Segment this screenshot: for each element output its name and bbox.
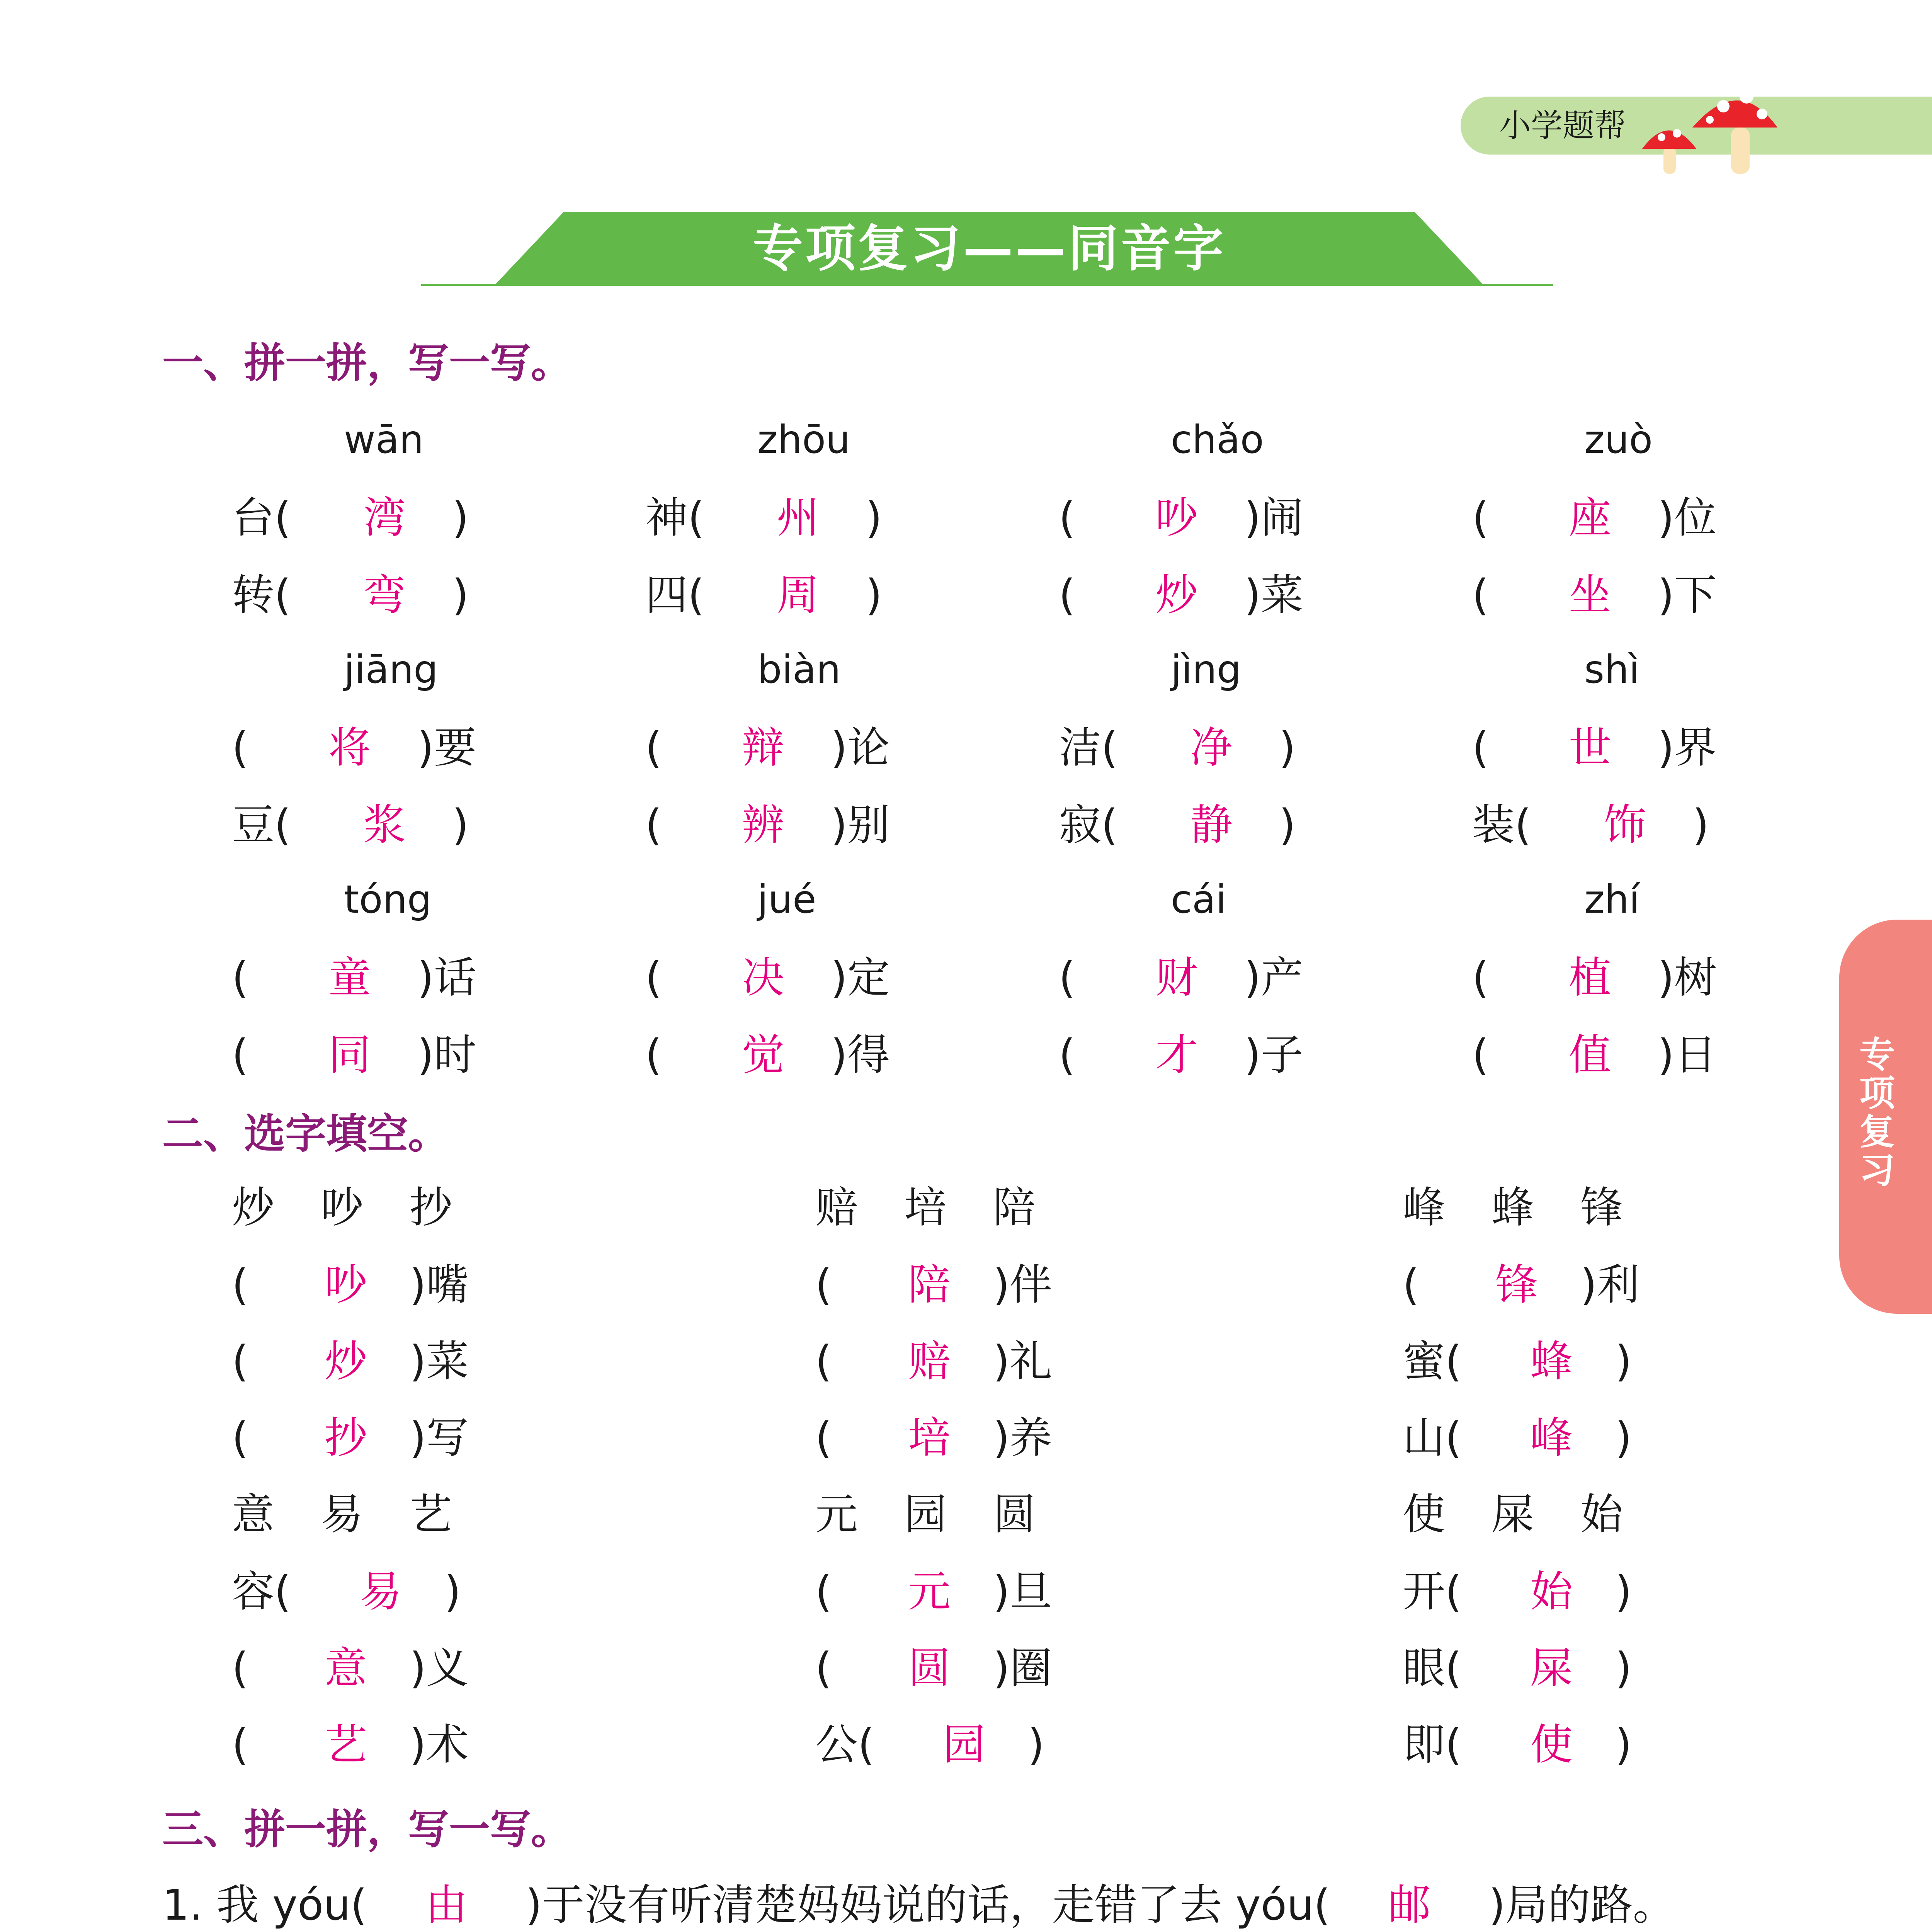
side-tab-label: 专项复习 <box>1859 1034 1895 1191</box>
fill-item-prefix: ( <box>1059 1030 1075 1080</box>
choice-char: 使 <box>1403 1490 1445 1539</box>
fill-item-suffix: ) <box>452 493 469 543</box>
fill-item-prefix: ( <box>1059 493 1075 543</box>
fill-item-answer: 圆 <box>908 1643 951 1693</box>
fill-item-answer: 座 <box>1569 493 1611 543</box>
choice-char: 屎 <box>1492 1490 1534 1539</box>
fill-item-suffix: ) <box>1692 800 1709 850</box>
pinyin-label: jué <box>757 877 816 922</box>
fill-item-suffix: ) <box>444 1567 461 1616</box>
fill-item-prefix: 容( <box>232 1567 291 1616</box>
fill-item-answer: 州 <box>777 493 819 543</box>
choice-char: 园 <box>904 1490 947 1539</box>
fill-item-prefix: ( <box>1472 953 1489 1002</box>
fill-item-answer: 才 <box>1155 1030 1198 1080</box>
fill-item-prefix: 转( <box>232 570 291 620</box>
sentence-text: 1. 我 yóu( <box>162 1880 367 1930</box>
sentence-line <box>162 1880 1675 1930</box>
fill-item-prefix: ( <box>232 1337 248 1386</box>
sentence-text: )于没有听清楚妈妈说的话，走错了去 yóu( <box>525 1880 1330 1930</box>
choice-char: 意 <box>232 1490 274 1539</box>
fill-item-suffix: )界 <box>1658 723 1717 772</box>
pinyin-label: zhí <box>1584 877 1640 922</box>
fill-item-suffix: ) <box>1279 723 1296 772</box>
pinyin-label: zhōu <box>757 417 850 462</box>
answer-text: 邮 <box>1388 1880 1431 1930</box>
fill-item-prefix: ( <box>645 723 662 772</box>
fill-item-prefix: ( <box>232 1030 248 1080</box>
fill-item-suffix: )旦 <box>993 1567 1052 1616</box>
fill-item-answer: 吵 <box>325 1260 367 1310</box>
fill-item-suffix: )产 <box>1244 953 1303 1002</box>
fill-item-suffix: )位 <box>1658 493 1717 543</box>
fill-item-answer: 静 <box>1190 800 1233 850</box>
fill-item-prefix: ( <box>232 953 248 1002</box>
fill-item-suffix: )日 <box>1658 1030 1717 1080</box>
fill-item-suffix: )圈 <box>993 1643 1052 1693</box>
fill-item-answer: 弯 <box>363 570 406 620</box>
fill-item-prefix: 四( <box>645 570 704 620</box>
fill-item-answer: 蜂 <box>1530 1337 1573 1386</box>
fill-item-prefix: 蜜( <box>1403 1337 1462 1386</box>
fill-item-suffix: )时 <box>417 1030 476 1080</box>
choice-char: 艺 <box>410 1490 452 1539</box>
fill-item-suffix: )别 <box>831 800 890 850</box>
fill-item-answer: 坐 <box>1569 570 1611 620</box>
fill-item-prefix: 豆( <box>232 800 291 850</box>
answer-text: 由 <box>425 1880 468 1930</box>
pinyin-label: tóng <box>344 877 432 922</box>
fill-item-suffix: )定 <box>831 953 890 1002</box>
fill-item-suffix: )义 <box>410 1643 469 1693</box>
choice-char: 陪 <box>993 1183 1036 1232</box>
fill-item-suffix: ) <box>1615 1567 1632 1616</box>
fill-item-answer: 峰 <box>1530 1413 1573 1463</box>
fill-item-answer: 炒 <box>325 1337 367 1386</box>
brand-label: 小学题帮 <box>1499 107 1626 144</box>
fill-item-answer: 值 <box>1569 1030 1611 1080</box>
fill-item-answer: 锋 <box>1495 1260 1538 1310</box>
fill-item-prefix: 神( <box>645 493 704 543</box>
fill-item-answer: 抄 <box>325 1413 367 1463</box>
fill-item-suffix: )树 <box>1658 953 1717 1002</box>
fill-item-prefix: 开( <box>1403 1567 1462 1616</box>
fill-item-answer: 赔 <box>908 1337 951 1386</box>
fill-item-answer: 辩 <box>742 723 784 772</box>
fill-item-answer: 始 <box>1530 1567 1573 1616</box>
fill-item-prefix: 眼( <box>1403 1643 1462 1693</box>
fill-item-answer: 炒 <box>1155 570 1198 620</box>
fill-item-answer: 植 <box>1569 953 1611 1002</box>
fill-item-answer: 元 <box>908 1567 951 1616</box>
choice-char: 培 <box>904 1183 947 1232</box>
fill-item-answer: 饰 <box>1604 800 1646 850</box>
sentence-text: )局的路。 <box>1488 1880 1675 1930</box>
fill-item-suffix: )写 <box>410 1413 469 1463</box>
choice-char: 蜂 <box>1492 1183 1534 1232</box>
fill-item-prefix: ( <box>815 1337 832 1386</box>
fill-item-answer: 同 <box>328 1030 371 1080</box>
fill-item-prefix: ( <box>815 1643 832 1693</box>
fill-item-prefix: ( <box>232 723 248 772</box>
fill-item-suffix: )养 <box>993 1413 1052 1463</box>
fill-item-suffix: )术 <box>410 1720 469 1769</box>
fill-item-suffix: ) <box>866 493 882 543</box>
choice-char: 赔 <box>815 1183 858 1232</box>
section2-heading: 二、选字填空。 <box>162 1110 449 1158</box>
fill-item-answer: 决 <box>742 953 784 1002</box>
fill-item-suffix: ) <box>1615 1413 1632 1463</box>
fill-item-suffix: ) <box>866 570 882 620</box>
choice-char: 峰 <box>1403 1183 1445 1232</box>
fill-item-suffix: )利 <box>1580 1260 1639 1310</box>
pinyin-label: wān <box>344 417 424 462</box>
fill-item-suffix: )菜 <box>410 1337 469 1386</box>
fill-item-prefix: ( <box>232 1643 248 1693</box>
pinyin-label: jìng <box>1171 647 1242 692</box>
fill-item-prefix: ( <box>232 1720 248 1769</box>
fill-item-prefix: ( <box>232 1260 248 1310</box>
fill-item-suffix: )话 <box>417 953 476 1002</box>
fill-item-suffix: )嘴 <box>410 1260 469 1310</box>
section3-heading: 三、拼一拼，写一写。 <box>162 1806 572 1853</box>
fill-item-prefix: ( <box>1472 493 1489 543</box>
choice-char: 锋 <box>1580 1183 1623 1232</box>
fill-item-answer: 园 <box>943 1720 985 1769</box>
choice-char: 圆 <box>993 1490 1036 1539</box>
fill-item-suffix: ) <box>1615 1720 1632 1769</box>
fill-item-suffix: )闹 <box>1244 493 1303 543</box>
section1-heading: 一、拼一拼，写一写。 <box>162 339 572 387</box>
fill-item-answer: 屎 <box>1530 1643 1573 1693</box>
fill-item-answer: 童 <box>328 953 371 1002</box>
fill-item-prefix: ( <box>815 1567 832 1616</box>
fill-item-answer: 易 <box>359 1567 402 1616</box>
mushroom-icon <box>1634 70 1781 178</box>
pinyin-label: shì <box>1584 647 1640 692</box>
fill-item-answer: 陪 <box>908 1260 951 1310</box>
fill-item-answer: 使 <box>1530 1720 1573 1769</box>
fill-item-prefix: 寂( <box>1059 800 1118 850</box>
pinyin-label: jiāng <box>344 647 438 692</box>
fill-item-answer: 觉 <box>742 1030 784 1080</box>
fill-item-suffix: )论 <box>831 723 890 772</box>
choice-char: 元 <box>815 1490 858 1539</box>
fill-item-prefix: ( <box>1059 953 1075 1002</box>
fill-item-suffix: )礼 <box>993 1337 1052 1386</box>
fill-item-prefix: ( <box>815 1413 832 1463</box>
fill-item-answer: 浆 <box>363 800 406 850</box>
choice-char: 始 <box>1580 1490 1623 1539</box>
fill-item-prefix: ( <box>1403 1260 1419 1310</box>
fill-item-suffix: )伴 <box>993 1260 1052 1310</box>
fill-item-answer: 培 <box>908 1413 951 1463</box>
fill-item-prefix: ( <box>1472 570 1489 620</box>
fill-item-suffix: )下 <box>1658 570 1717 620</box>
fill-item-suffix: ) <box>1615 1337 1632 1386</box>
fill-item-prefix: ( <box>815 1260 832 1310</box>
fill-item-prefix: 公( <box>815 1720 874 1769</box>
fill-item-answer: 辨 <box>742 800 784 850</box>
fill-item-answer: 财 <box>1155 953 1198 1002</box>
choice-char: 抄 <box>410 1183 452 1232</box>
page-title: 专项复习——同音字 <box>752 219 1226 278</box>
pinyin-label: cái <box>1171 877 1227 922</box>
fill-item-prefix: 洁( <box>1059 723 1118 772</box>
fill-item-suffix: )子 <box>1244 1030 1303 1080</box>
fill-item-prefix: ( <box>232 1413 248 1463</box>
fill-item-answer: 意 <box>325 1643 367 1693</box>
fill-item-answer: 世 <box>1569 723 1611 772</box>
fill-item-answer: 湾 <box>363 493 406 543</box>
choice-char: 吵 <box>321 1183 363 1232</box>
fill-item-answer: 将 <box>328 723 371 772</box>
pinyin-label: zuò <box>1584 417 1653 462</box>
fill-item-suffix: )菜 <box>1244 570 1303 620</box>
fill-item-prefix: ( <box>645 800 662 850</box>
fill-item-suffix: ) <box>1028 1720 1044 1769</box>
fill-item-answer: 周 <box>777 570 819 620</box>
choice-char: 炒 <box>232 1183 274 1232</box>
fill-item-prefix: 即( <box>1403 1720 1462 1769</box>
fill-item-answer: 艺 <box>325 1720 367 1769</box>
fill-item-suffix: ) <box>452 570 469 620</box>
choice-char: 易 <box>321 1490 363 1539</box>
fill-item-suffix: ) <box>452 800 469 850</box>
fill-item-prefix: ( <box>1059 570 1075 620</box>
pinyin-label: chǎo <box>1171 417 1264 462</box>
fill-item-prefix: 装( <box>1472 800 1531 850</box>
fill-item-prefix: ( <box>645 953 662 1002</box>
fill-item-prefix: 山( <box>1403 1413 1462 1463</box>
fill-item-suffix: )得 <box>831 1030 890 1080</box>
pinyin-label: biàn <box>757 647 841 692</box>
fill-item-answer: 净 <box>1190 723 1233 772</box>
fill-item-prefix: ( <box>645 1030 662 1080</box>
fill-item-prefix: ( <box>1472 723 1489 772</box>
fill-item-answer: 吵 <box>1155 493 1198 543</box>
fill-item-suffix: ) <box>1279 800 1296 850</box>
fill-item-suffix: ) <box>1615 1643 1632 1693</box>
fill-item-suffix: )要 <box>417 723 476 772</box>
fill-item-prefix: 台( <box>232 493 291 543</box>
fill-item-prefix: ( <box>1472 1030 1489 1080</box>
